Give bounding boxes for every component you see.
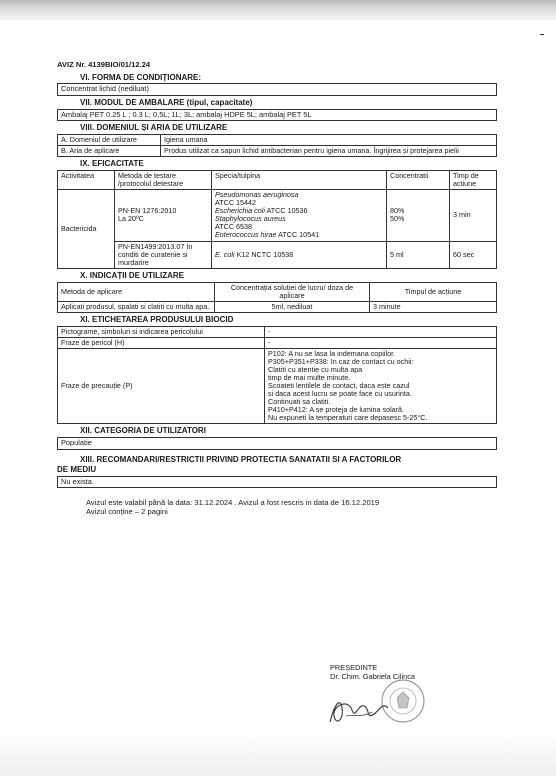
- method-standard: PN-EN 1276:2010: [118, 206, 177, 216]
- section-11-title: XI. ETICHETAREA PRODUSULUI BIOCID: [80, 314, 234, 324]
- document-page: [57, 58, 497, 517]
- species-name: Escherichia coli: [215, 206, 265, 216]
- precaution-phrases-label: Fraze de precauție (P): [58, 348, 265, 424]
- species-cell: [212, 241, 387, 268]
- col-action-time: Timpul de acțiune: [370, 282, 497, 301]
- section-7-title: VII. MODUL DE AMBALARE (tipul, capacitate): [80, 97, 253, 107]
- section-6-value: Concentrat lichid (nediluat): [57, 83, 497, 95]
- section-9-title: IX. EFICACITATE: [80, 159, 144, 169]
- method-cell: PN-EN1499:2013.07 In conditi de curatenie si murdarire: [115, 241, 212, 268]
- section-13-title: XIII. RECOMANDARI/RESTRICTII PRIVIND PROTECTIA SANATATII SI A FACTORILOR: [80, 454, 402, 464]
- table-row: [58, 337, 497, 348]
- section-12-title: XII. CATEGORIA DE UTILIZATORI: [80, 426, 206, 436]
- area-value: Produs utilizat ca sapun lichid antibacterian pentru igiena umana. Îngrijirea și protejarea pielii: [161, 145, 497, 156]
- species-strain: ATCC 6538: [215, 222, 253, 232]
- table-header-row: [58, 171, 497, 190]
- table-header-row: [58, 282, 497, 301]
- concentration-cell: 5 ml: [387, 241, 450, 268]
- table-row: [58, 301, 497, 312]
- signer-role: PREȘEDINTE: [330, 663, 378, 672]
- domain-value: Igiena umana: [161, 134, 497, 145]
- section-12-value: Populatie: [57, 437, 497, 449]
- method-temperature: La 20ºC: [118, 214, 144, 224]
- pictograms-label: Pictograme, simboluri si indicarea pericolului: [58, 326, 265, 337]
- precaution-line: Clatiti cu atentie cu multa apa: [268, 365, 363, 375]
- precaution-line: Continuati sa clatiti.: [268, 397, 331, 407]
- species-strain: ATCC 10536: [264, 206, 308, 216]
- table-row: [58, 145, 497, 156]
- section-7-value: Ambalaj PET 0.25 L ; 0.3 L; 0,5L; 1L; 3L; ambalaj HDPE 5L; ambalaj PET 5L: [57, 109, 497, 121]
- col-time: Timp de actiune: [450, 171, 497, 190]
- section-6-title: VI. FORMA DE CONDIȚIONARE:: [80, 72, 202, 82]
- section-13-value: Nu exista.: [57, 476, 497, 488]
- pictograms-value: -: [265, 326, 497, 337]
- section-8-table: [57, 134, 497, 157]
- species-strain: ATCC 10541: [276, 230, 320, 240]
- precaution-line: timp de mai multe minute.: [268, 373, 351, 383]
- pages-text: Avizul conține – 2 pagini: [86, 507, 168, 517]
- species-name: Pseudomonas aeruginosa: [215, 190, 299, 200]
- col-species: Specia/tulpina: [212, 171, 387, 190]
- species-strain: K12 NCTC 10538: [234, 249, 294, 259]
- hazard-phrases-value: -: [265, 337, 497, 348]
- species-name: Enterococcus hirae: [215, 230, 277, 240]
- browser-top-bar: [0, 0, 556, 20]
- domain-label: A. Domeniul de utilizare: [58, 134, 161, 145]
- species-strain: ATCC 15442: [215, 198, 257, 208]
- hazard-phrases-label: Fraze de pericol (H): [58, 337, 265, 348]
- usage-table: [57, 282, 497, 313]
- time-cell: 60 sec: [450, 241, 497, 268]
- table-row: [58, 134, 497, 145]
- signer-name: Dr. Chim. Gabriela Cilinca: [330, 671, 416, 681]
- species-cell: [212, 190, 387, 241]
- table-row: [58, 190, 497, 241]
- col-concentration: Concentratii: [387, 171, 450, 190]
- aviz-number: AVIZ Nr. 4139BIO/01/12.24: [57, 60, 151, 69]
- col-method: Metoda de testare /protocolul detestare: [115, 171, 212, 190]
- species-name: E. coli: [215, 249, 235, 259]
- handwritten-signature: [322, 686, 402, 730]
- precaution-line: Nu expuneti la temperaturi care depasesc 5-25°C.: [268, 413, 428, 423]
- col-solution-concentration: Concentrația soluției de lucru/ doza de aplicare: [215, 282, 370, 301]
- labeling-table: [57, 326, 497, 425]
- col-activity: Activitatea: [58, 171, 115, 190]
- table-row: [58, 326, 497, 337]
- table-row: [58, 348, 497, 424]
- dose-value: 5ml, nediluat: [215, 301, 370, 312]
- col-application-method: Metoda de aplicare: [58, 282, 215, 301]
- section-8-title: VIII. DOMENIUL ȘI ARIA DE UTILIZARE: [80, 122, 228, 132]
- footer: [57, 498, 497, 517]
- section-10-title: X. INDICAȚII DE UTILIZARE: [80, 270, 184, 280]
- application-method-value: Aplicati produsul, spalati si clatiti cu multa apa.: [58, 301, 215, 312]
- area-label: B. Aria de aplicare: [58, 145, 161, 156]
- time-cell: 3 min: [450, 190, 497, 241]
- page-edge-mark: [540, 34, 544, 35]
- concentration-value: 80%: [390, 206, 405, 216]
- section-13-title-cont: DE MEDIU: [57, 464, 97, 474]
- species-name: Staphylococus aureus: [215, 214, 286, 224]
- precaution-phrases-value: [265, 348, 497, 424]
- precaution-line: si daca acest lucru se poate face cu usurinta.: [268, 389, 412, 399]
- precaution-line: P102: A nu se lasa la indemana copiilor.: [268, 348, 396, 358]
- action-time-value: 3 minute: [370, 301, 497, 312]
- efficacy-table: [57, 170, 497, 269]
- validity-text: Avizul este valabil până la data: 31.12.2024 . Avizul a fost rescris in data de 16.12.2019: [86, 497, 380, 507]
- precaution-line: Scoateti lentilele de contact, daca este cazul: [268, 381, 410, 391]
- precaution-line: P410+P412: A se proteja de lumina solară.: [268, 405, 405, 415]
- concentration-cell: [387, 190, 450, 241]
- concentration-value: 50%: [390, 214, 405, 224]
- table-row: [58, 241, 497, 268]
- method-cell: [115, 190, 212, 241]
- activity-cell: Bactericida: [58, 190, 115, 269]
- page-bottom-shade: [0, 734, 556, 776]
- precaution-line: P305+P351+P338: In caz de contact cu ochii:: [268, 356, 414, 366]
